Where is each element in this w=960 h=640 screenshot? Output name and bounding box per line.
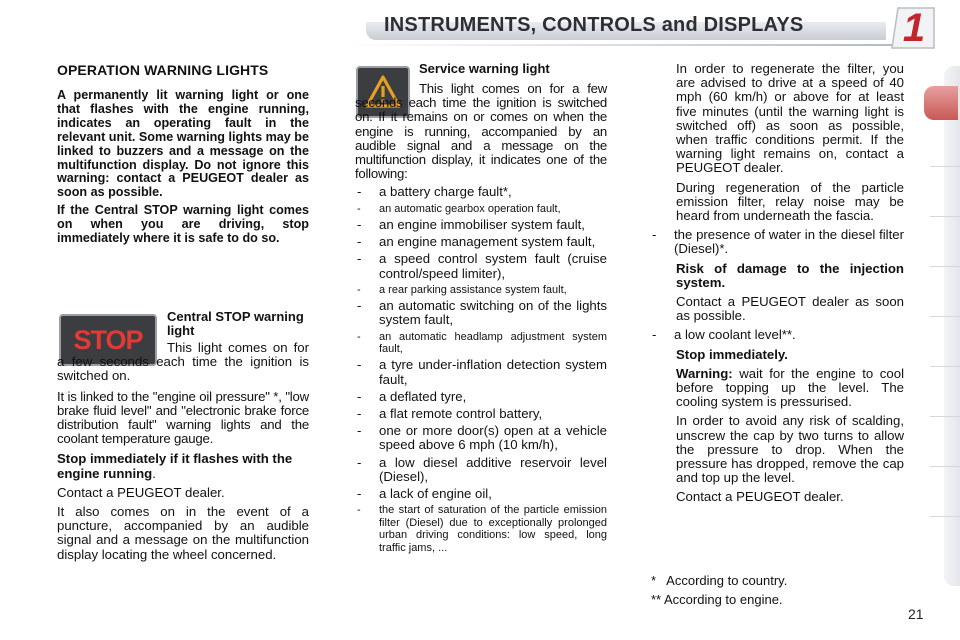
list-item-text: an automatic headlamp adjustment system fault, [379,330,607,356]
list-item-text: one or more door(s) open at a vehicle speed above 6 mph (10 km/h), [379,423,607,453]
list-item [355,252,607,280]
coolant-warning-text: wait for the engine to cool before topping up the level. The cooling system is pressurised. [676,365,904,410]
service-description [355,82,607,554]
list-item [355,456,607,484]
chapter-tab[interactable] [930,466,960,489]
list-item-text: an automatic switching on of the lights system fault, [379,298,607,328]
contact-dealer-text: Contact a PEUGEOT dealer. [676,489,844,505]
stop-immediately-text: Stop immediately if it flashes with the engine running [57,451,293,481]
list-dash: - [357,234,362,250]
chapter-tab[interactable] [930,416,960,439]
service-fault-list [355,185,607,554]
list-item [355,235,607,249]
column-left [57,62,309,246]
list-item [355,284,607,296]
scalding-paragraph: In order to avoid any risk of scalding, unscrew the cap by two turns to allow the pressure to drop. When the pressure has dropped, remove the cap and top up the level. [676,413,904,486]
general-warning-text: A permanently lit warning light or one that flashes with the engine running, indicates an operating fault in the relevant unit. Some warning lights may be linked to buzzers and a message on the multifunction display. Do not ignore this warning: contact a PEUGEOT dealer as soon as possible. [57,88,309,200]
list-dash: - [357,357,362,373]
list-dash: - [357,330,361,343]
list-dash: - [357,454,362,470]
chapter-tab[interactable] [930,216,960,239]
chapter-tab[interactable] [930,316,960,339]
chapter-tab[interactable] [930,516,960,539]
list-dash: - [357,504,361,517]
list-item [355,185,607,199]
stop-paragraph-3: Contact a PEUGEOT dealer. [57,484,225,500]
coolant-warning-paragraph [650,367,904,410]
chapter-number: 1 [902,6,926,50]
injection-risk-heading: Risk of damage to the injection system. [676,260,904,290]
list-item-text: a deflated tyre, [379,388,467,404]
footnote-country: * According to country. [651,573,788,588]
section-title: OPERATION WARNING LIGHTS [57,62,269,78]
header-rule [340,44,900,46]
list-item [355,390,607,404]
service-warning-title: Service warning light [419,61,550,76]
chapter-title: INSTRUMENTS, CONTROLS and DISPLAYS [384,14,804,36]
water-in-filter-text: the presence of water in the diesel filter (Diesel)*. [674,227,904,257]
low-coolant-text: a low coolant level**. [674,327,796,343]
list-item-text: the start of saturation of the particle emission filter (Diesel) due to exceptionally prolonged urban driving conditions: low speed, long traffic jams, ... [379,504,607,554]
injection-risk-text: Contact a PEUGEOT dealer as soon as possible. [676,294,904,324]
list-item-text: an engine immobiliser system fault, [379,217,585,233]
stop-icon-label: STOP [73,325,143,355]
coolant-stop-heading: Stop immediately. [676,346,788,362]
stop-period: . [152,465,156,481]
list-dash: - [357,184,362,200]
list-item [355,487,607,501]
service-heading-block [419,62,607,76]
list-item-text: a lack of engine oil, [379,486,492,502]
list-item-text: a tyre under-inflation detection system fault, [379,357,607,387]
page-number: 21 [908,606,924,622]
list-item [355,504,607,554]
stop-paragraph-4: It also comes on in the event of a puncture, accompanied by an audible signal and a message on the multifunction display locating the wheel concerned. [57,504,309,562]
list-item [355,331,607,356]
list-dash: - [357,298,362,314]
list-item [650,228,904,256]
chapter-badge [888,2,940,54]
chapter-tabs [930,66,960,586]
footnote-engine: ** According to engine. [651,592,783,607]
list-item-text: a low diesel additive reservoir level (Diesel), [379,454,607,484]
service-intro-text: This light comes on for a few seconds each time the ignition is switched on. If it remains on or comes on when the engine is running, accompanied by an audible signal and a message on the multifunction display, it indicates one of the following: [355,81,607,182]
column-right [650,62,904,505]
list-dash: - [357,202,361,215]
list-item [355,424,607,452]
stop-warning-title: Central STOP warning light [167,309,304,338]
list-item-text: a speed control system fault (cruise control/speed limiter), [379,251,607,281]
stop-heading-block [167,310,309,338]
stop-paragraph-bold [57,452,309,480]
chapter-tab[interactable] [930,366,960,389]
chapter-tab[interactable] [930,166,960,189]
list-dash: - [357,486,362,502]
list-item [355,203,607,215]
list-item [355,218,607,232]
list-dash: - [357,251,362,267]
chapter-tab-active[interactable] [924,86,958,120]
list-item [355,358,607,386]
stop-description [57,341,309,562]
list-dash: - [652,327,657,343]
list-item [355,407,607,421]
stop-warning-text: If the Central STOP warning light comes on when you are driving, stop immediately where it is safe to do so. [57,203,309,246]
list-dash: - [357,283,361,296]
list-item-text: an automatic gearbox operation fault, [379,202,561,215]
list-item-text: a battery charge fault*, [379,184,512,200]
list-dash: - [357,217,362,233]
list-dash: - [357,388,362,404]
page-header [0,0,960,58]
list-item-text: an engine management system fault, [379,234,596,250]
chapter-tab[interactable] [930,266,960,289]
list-dash: - [357,406,362,422]
list-item-text: a rear parking assistance system fault, [379,283,567,296]
stop-paragraph-2: It is linked to the "engine oil pressure" *, "low brake fluid level" and "electronic brake force distribution fault" warning lights and the coolant temperature gauge. [57,388,309,447]
list-item-text: a flat remote control battery, [379,406,543,422]
warning-label: Warning: [676,365,733,381]
regeneration-paragraph: In order to regenerate the filter, you are advised to drive at a speed of 40 mph (60 km/h) or above for at least five minutes (until the warning light is switched off) as soon as possible, when traffic conditions permit. If the warning light remains on, contact a PEUGEOT dealer. [676,61,904,176]
regeneration-noise-paragraph: During regeneration of the particle emission filter, relay noise may be heard from underneath the fascia. [676,179,904,224]
stop-paragraph-1: This light comes on for a few seconds each time the ignition is switched on. [57,340,309,384]
list-dash: - [652,227,657,243]
list-item [650,328,904,342]
list-item [355,299,607,327]
list-dash: - [357,423,362,439]
